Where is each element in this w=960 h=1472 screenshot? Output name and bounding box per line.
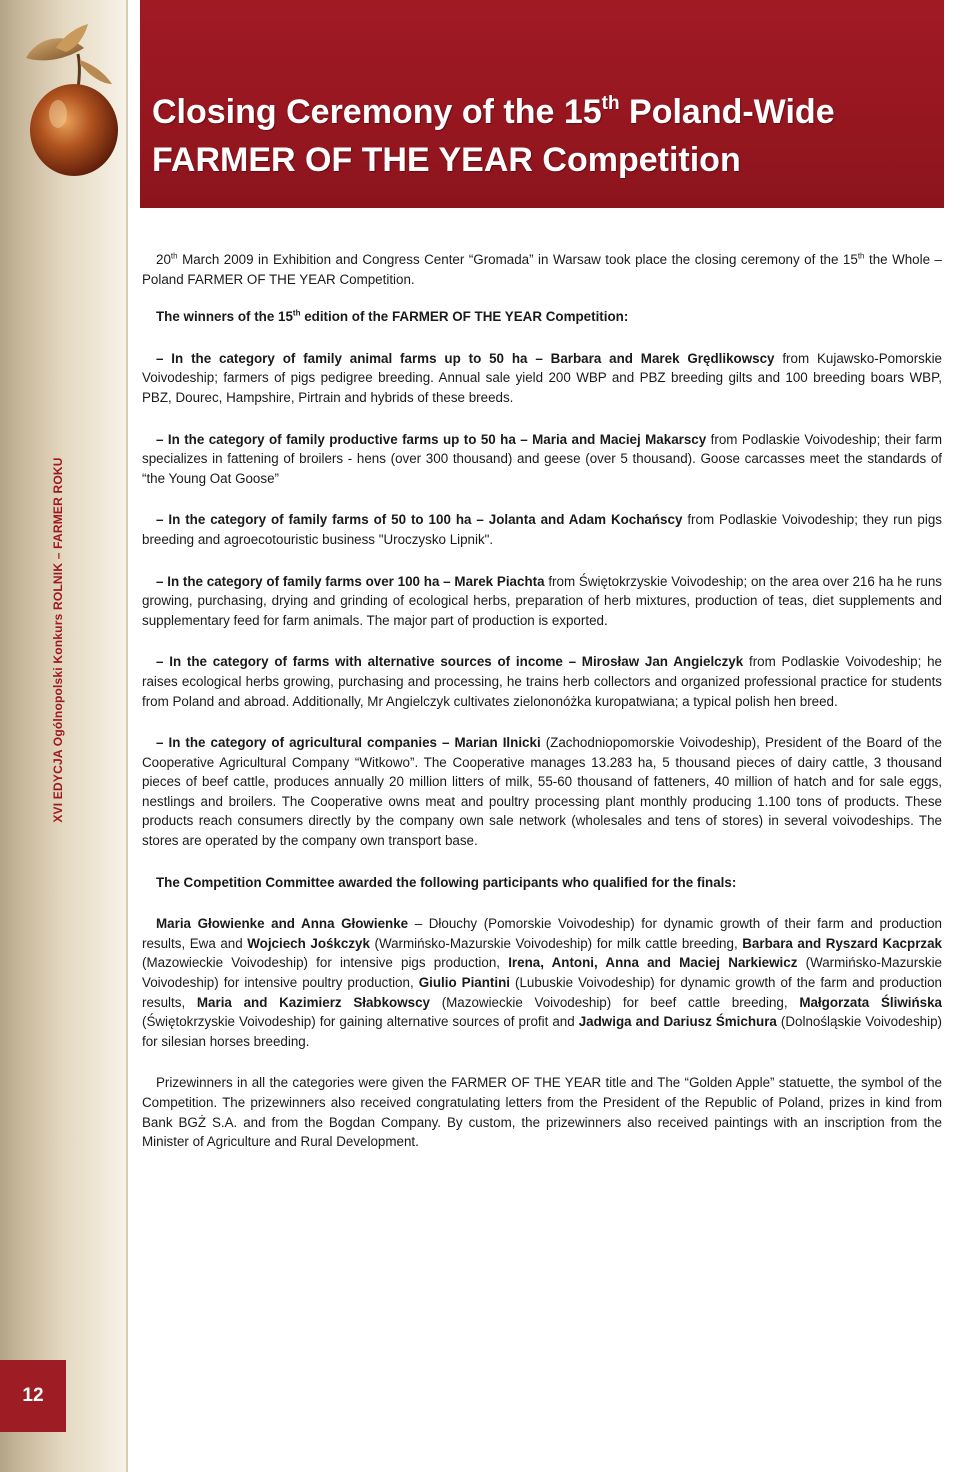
intro-text-end: the Whole – Poland FARMER OF THE YEAR Competition. (142, 252, 942, 287)
title-line1-pre: Closing Ceremony of the 15 (152, 93, 602, 131)
article-body (142, 250, 942, 1174)
finalist-name: Barbara and Ryszard Kacprzak (742, 935, 942, 951)
intro-paragraph (142, 250, 942, 289)
category-agricultural-companies (142, 733, 942, 851)
intro-date: 20 (156, 252, 171, 267)
sidebar-divider (126, 0, 128, 1472)
page-title (152, 88, 942, 184)
finalist-text: (Mazowieckie Voivodeship) for beef cattle breeding, (429, 994, 800, 1010)
winners-heading-sup: th (292, 308, 301, 318)
intro-sup: th (857, 251, 865, 261)
category-title: – In the category of farms with alternative sources of income – Mirosław Jan Angielczyk (156, 654, 744, 670)
category-description: (Zachodniopomorskie Voivodeship), President of the Board of the Cooperative Agricultural Company “Witkowo”. The Cooperative manages 13.283 ha, 5 thousand pieces of dairy cattle, 3 thousand pieces of beef cattle, produces annually 20 million litters of milk, 55-60 thousand of fatteners, 40 million of hatch and for sale eggs, nestlings and broilers. The Cooperative owns meat and poultry processing plant monthly producing 1.100 tons of products. These products reach consumers directly by the company own sale network (wholesales and tens of stores) in several voivodeships. The stores are operated by the company own transport base. (142, 735, 942, 849)
finalist-text: (Dolnośląskie Voivodeship) for silesian horses breeding. (142, 1014, 942, 1049)
committee-heading-text: The Competition Committee awarded the following participants who qualified for the finals: (156, 874, 737, 890)
golden-apple-logo (18, 18, 128, 188)
finalist-text: (Mazowieckie Voivodeship) for intensive pigs production, (142, 955, 509, 971)
closing-paragraph: Prizewinners in all the categories were given the FARMER OF THE YEAR title and The “Golden Apple” statuette, the symbol of the Competition. The prizewinners also received congratulating letters from the President of the Republic of Poland, prizes in kind from Bank BGŻ S.A. and from the Bogdan Company. By custom, the prizewinners also received paintings with an inscription from the Minister of Agriculture and Rural Development. (142, 1075, 942, 1150)
intro-sup: th (170, 251, 178, 261)
page-number: 12 (0, 1360, 66, 1432)
category-description: from Podlaskie Voivodeship; they run pigs breeding and agroecotouristic business "Uroczysko Lipnik". (142, 512, 942, 547)
finalist-text: – Dłouchy (Pomorskie Voivodeship) for dynamic growth of their farm and production results, (142, 916, 942, 951)
category-description: from Podlaskie Voivodeship; their farm specializes in fattening of broilers - hens (over 300 thousand) and geese (over 5 thousand). Goose carcasses meet the standards of “the Young Oat Goose” (142, 431, 943, 486)
category-farm-productive (142, 430, 942, 489)
finalist-text: Ewa and (189, 935, 248, 951)
category-title: – In the category of agricultural companies – Marian Ilnicki (156, 735, 541, 751)
committee-heading (142, 873, 942, 893)
category-title: – In the category of family productive farms up to 50 ha – Maria and Maciej Makarscy (156, 431, 707, 447)
finalist-text: (Świętokrzyskie Voivodeship) for gaining alternative sources of profit and (142, 1014, 579, 1030)
finalist-name: Wojciech Jośkczyk (247, 935, 370, 951)
vertical-edition-text: XVI EDYCJA Ogólnopolski Konkurs ROLNIK – FARMER ROKU (51, 457, 65, 823)
category-farm-animal (142, 349, 942, 408)
category-description: from Kujawsko-Pomorskie Voivodeship; farmers of pigs pedigree breeding. Annual sale yield 200 WBP and PBZ breeding gilts and 100 breeding boars WBP, PBZ, Dourec, Hampshire, Pirtrain and hybrids of these breeds. (142, 350, 942, 405)
title-banner (140, 0, 944, 208)
finalists-paragraph (142, 914, 942, 1051)
category-description: from Świętokrzyskie Voivodeship; on the area over 216 ha he runs growing, purchasing, drying and grinding of ecological herbs, preparation of herb mixtures, production of teas, diet supplements and supplementary feed for farm animals. The major part of production is exported. (142, 573, 943, 628)
category-title: – In the category of family farms of 50 to 100 ha – Jolanta and Adam Kochańscy (156, 512, 683, 528)
finalist-name: Irena, Antoni, Anna and Maciej Narkiewicz (508, 955, 798, 971)
category-description: from Podlaskie Voivodeship; he raises ecological herbs growing, purchasing and processing, he trains herb collectors and organized professional practice for students from Poland and abroad. Additionally, Mr Angielczyk cultivates zielononóżka kuropatwiana; a typical polish hen breed. (142, 654, 942, 709)
category-farm-50-100 (142, 510, 942, 549)
finalist-name: Giulio Piantini (418, 975, 510, 991)
title-line2: FARMER OF THE YEAR Competition (152, 141, 741, 179)
finalist-name: Maria and Kazimierz Słabkowscy (196, 994, 430, 1010)
category-title: – In the category of family animal farms up to 50 ha – Barbara and Marek Grędlikowscy (156, 350, 775, 366)
category-title: – In the category of family farms over 100 ha – Marek Piachta (156, 573, 545, 589)
category-alternative-income (142, 652, 942, 711)
winners-heading-text-end: edition of the FARMER OF THE YEAR Competition: (300, 309, 629, 325)
finalist-text: (Lubuskie Voivodeship) for dynamic growth of the farm and production results, (142, 975, 943, 1010)
finalist-name: Maria Głowienke and Anna Głowienke (156, 916, 409, 932)
winners-heading-text: The winners of the 15 (156, 309, 293, 325)
vertical-edition-label (51, 457, 65, 822)
finalist-name: Jadwiga and Dariusz Śmichura (578, 1014, 777, 1030)
category-farm-over-100 (142, 572, 942, 631)
finalist-text: (Warmińsko-Mazurskie Voivodeship) for intensive poultry production, (142, 955, 943, 991)
intro-text: March 2009 in Exhibition and Congress Center “Gromada” in Warsaw took place the closing ceremony of the 15 (177, 252, 858, 267)
finalist-text: (Warmińsko-Mazurskie Voivodeship) for milk cattle breeding, (369, 935, 743, 951)
winners-heading (142, 307, 942, 327)
title-line1-post: Poland-Wide (619, 93, 835, 131)
title-line1-sup: th (601, 93, 620, 114)
finalist-name: Małgorzata Śliwińska (799, 994, 942, 1010)
